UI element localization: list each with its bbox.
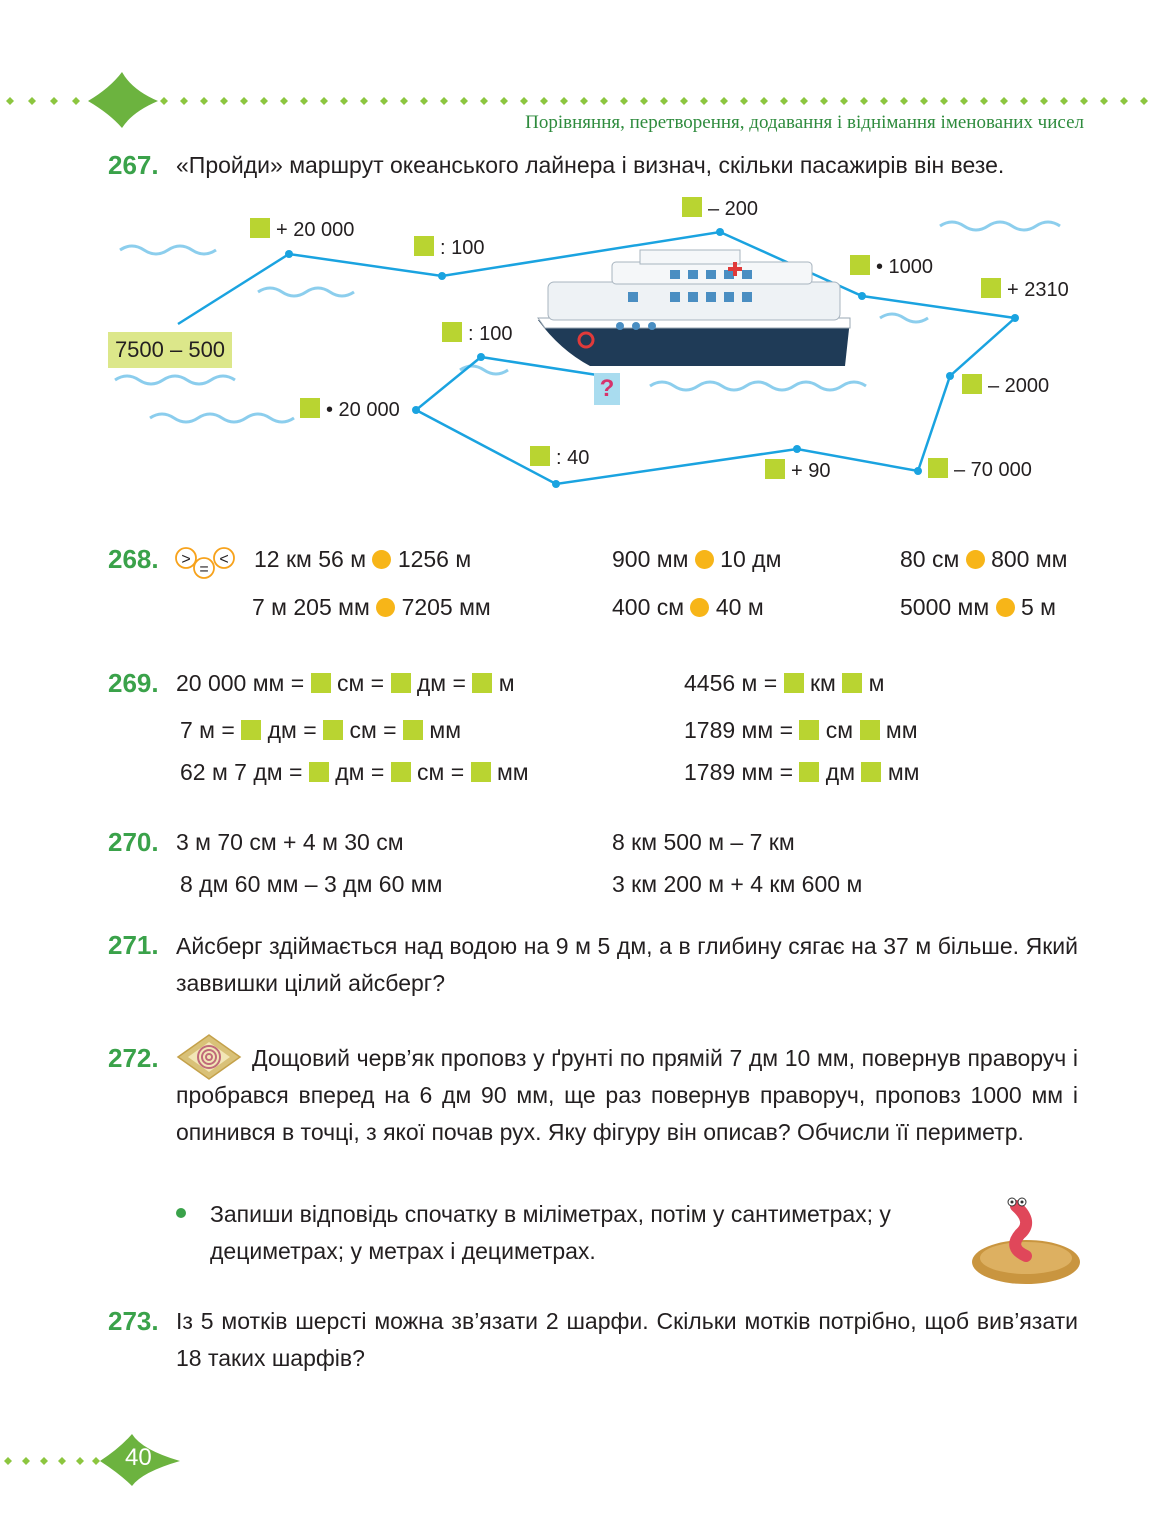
compare-circle (376, 598, 395, 617)
footer-decoration (0, 1430, 200, 1490)
blank-square (442, 322, 462, 342)
compare-circle (996, 598, 1015, 617)
exercise-number: 268. (108, 544, 159, 574)
blank-square (471, 762, 491, 782)
compare-circle (966, 550, 985, 569)
compare-circle (695, 550, 714, 569)
conversion-row: 4456 м = км м (684, 670, 885, 696)
compare-item: 12 км 56 м 1256 м (254, 546, 472, 572)
route-answer-box: ? (594, 373, 620, 405)
blank-square (784, 673, 804, 693)
route-start: 7500 – 500 (108, 332, 232, 368)
blank-square (682, 197, 702, 217)
compare-circle (372, 550, 391, 569)
exercise-text: Із 5 мотків шерсті можна зв’язати 2 шарфи. Скільки мотків потрібно, щоб вив’язати 18 таких шарфів? (176, 1308, 1078, 1371)
expression: 3 км 200 м + 4 км 600 м (612, 871, 863, 897)
blank-square (391, 673, 411, 693)
blank-square (928, 458, 948, 478)
exercise-number: 270. (108, 827, 159, 857)
blank-square (241, 720, 261, 740)
exercise-subtask: Запиши відповідь спочатку в міліметрах, потім у сантиметрах; у дециметрах; у метрах і дециметрах. (210, 1201, 891, 1264)
exercise-number: 273. (108, 1306, 159, 1336)
route-step: • 20 000 (300, 398, 400, 422)
expression: 8 км 500 м – 7 км (612, 829, 795, 855)
route-step: – 2000 (962, 374, 1049, 398)
exercise-number: 271. (108, 930, 159, 960)
route-step: – 70 000 (928, 458, 1032, 482)
blank-square (765, 459, 785, 479)
route-step: : 100 (414, 236, 484, 260)
header-title: Порівняння, перетворення, додавання і віднімання іменованих чисел (525, 112, 1084, 133)
bullet-icon (176, 1208, 186, 1218)
route-step: • 1000 (850, 255, 933, 279)
compare-item: 5000 мм 5 м (900, 594, 1056, 620)
conversion-row: 62 м 7 дм = дм = см = мм (180, 759, 529, 785)
blank-square (799, 720, 819, 740)
compare-item: 900 мм 10 дм (612, 546, 782, 572)
page-number: 40 (125, 1444, 152, 1471)
blank-square (530, 446, 550, 466)
compare-item: 80 см 800 мм (900, 546, 1068, 572)
blank-square (309, 762, 329, 782)
compare-circle (690, 598, 709, 617)
ship-icon (538, 250, 850, 366)
blank-square (311, 673, 331, 693)
blank-square (799, 762, 819, 782)
exercise-text: «Пройди» маршрут океанського лайнера і визнач, скільки пасажирів він везе. (176, 152, 1005, 178)
expression: 3 м 70 см + 4 м 30 см (176, 829, 404, 855)
route-step: + 2310 (981, 278, 1069, 302)
blank-square (850, 255, 870, 275)
route-step: : 100 (442, 322, 512, 346)
blank-square (250, 218, 270, 238)
compare-item: 400 см 40 м (612, 594, 764, 620)
route-step: : 40 (530, 446, 589, 470)
blank-square (323, 720, 343, 740)
expression: 8 дм 60 мм – 3 дм 60 мм (180, 871, 443, 897)
svg-text:<: < (219, 551, 229, 568)
compare-item: 7 м 205 мм 7205 мм (252, 594, 491, 620)
conversion-row: 1789 мм = см мм (684, 717, 918, 743)
svg-text:=: = (199, 561, 209, 578)
blank-square (391, 762, 411, 782)
exercise-text: Дощовий черв’як проповз у ґрунті по прямій 7 дм 10 мм, повернув праворуч і пробрався вперед на 6 дм 90 мм, ще раз повернув праворуч, проповз 1000 мм і опинився в точці, з якої почав рух. Яку фігуру він описав? Обчисли її периметр. (176, 1045, 1078, 1145)
blank-square (472, 673, 492, 693)
svg-text:>: > (181, 551, 191, 568)
blank-square (962, 374, 982, 394)
exercise-number: 272. (108, 1043, 159, 1073)
conversion-row: 7 м = дм = см = мм (180, 717, 461, 743)
route-step: + 90 (765, 459, 830, 483)
exercise-number: 267. (108, 150, 159, 180)
route-step: – 200 (682, 197, 758, 221)
blank-square (861, 762, 881, 782)
conversion-row: 20 000 мм = см = дм = м (176, 670, 515, 696)
blank-square (403, 720, 423, 740)
worm-icon (968, 1192, 1084, 1286)
blank-square (842, 673, 862, 693)
blank-square (300, 398, 320, 418)
route-step: + 20 000 (250, 218, 354, 242)
conversion-row: 1789 мм = дм мм (684, 759, 920, 785)
comparison-signs-icon (174, 546, 238, 580)
blank-square (860, 720, 880, 740)
blank-square (981, 278, 1001, 298)
exercise-number: 269. (108, 668, 159, 698)
blank-square (414, 236, 434, 256)
exercise-text: Айсберг здіймається над водою на 9 м 5 дм, а в глибину сягає на 37 м більше. Який заввишки цілий айсберг? (176, 933, 1078, 996)
